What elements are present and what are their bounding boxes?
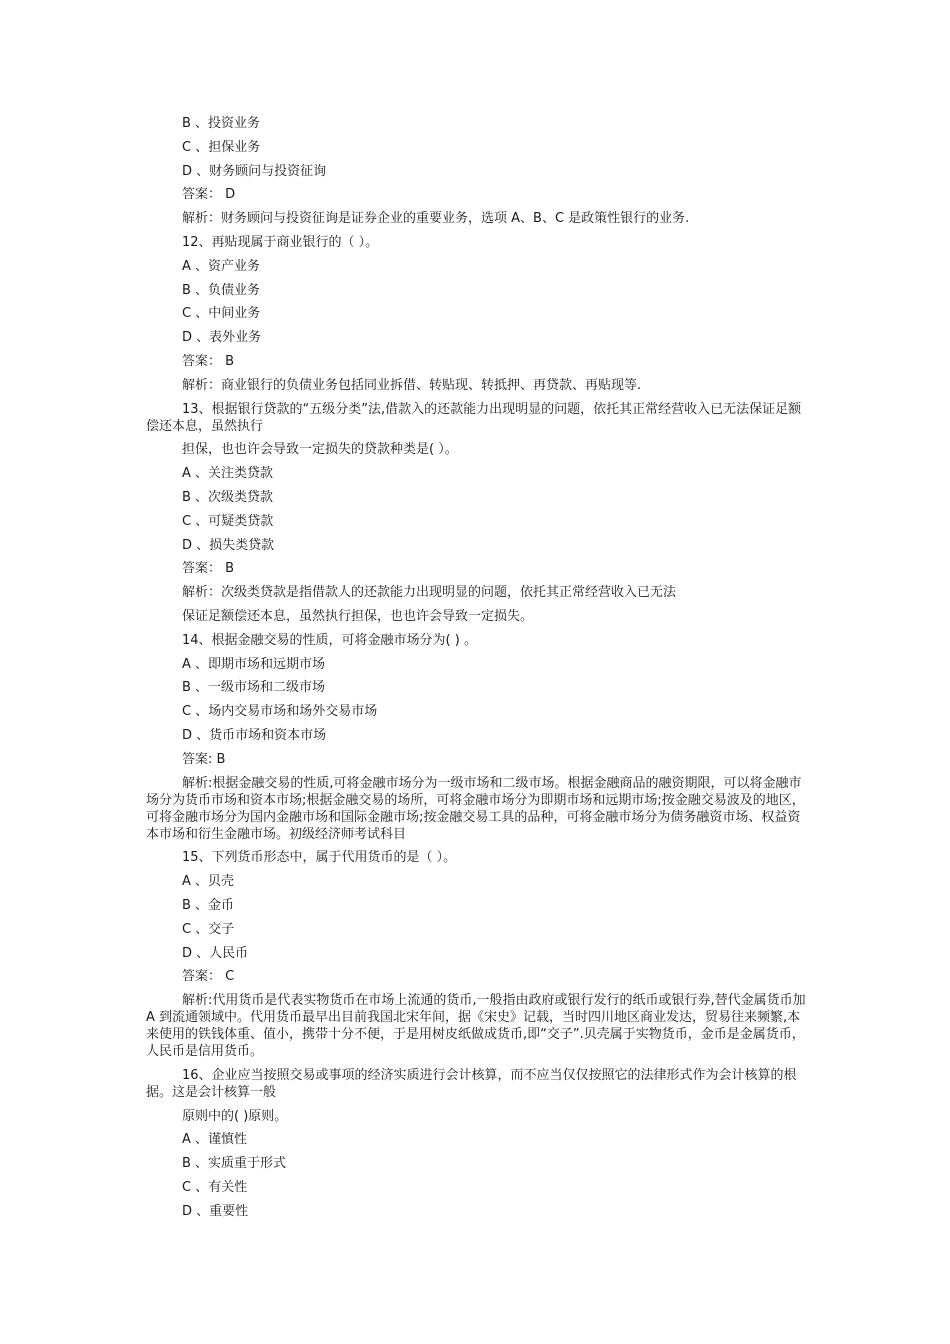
text-line: A 、即期市场和远期市场	[182, 656, 326, 672]
text-line: 答案： B	[182, 353, 235, 369]
text-line: C 、场内交易市场和场外交易市场	[182, 704, 378, 720]
text-line: B 、次级类贷款	[182, 489, 274, 505]
text-line: C 、可疑类贷款	[182, 513, 274, 529]
text-line: B 、负债业务	[182, 282, 261, 298]
text-line: D 、人民币	[182, 945, 249, 961]
text-line: 答案： C	[182, 969, 235, 985]
text-line: A 、关注类贷款	[182, 466, 274, 482]
paragraph: 13、根据银行贷款的“五级分类”法,借款入的还款能力出现明显的问题，依托其正常经营收入已无法保证足额偿还本息，虽然执行	[146, 401, 802, 434]
text-line: D 、货币市场和资本市场	[182, 727, 327, 743]
text-line: A 、谨慎性	[182, 1132, 248, 1148]
text-line: 原则中的( )原则。	[182, 1108, 288, 1124]
text-line: 15、下列货币形态中，属于代用货币的是（ ）。	[182, 850, 457, 866]
text-line: D 、财务顾问与投资征询	[182, 163, 327, 179]
text-line: D 、表外业务	[182, 330, 262, 346]
paragraph: 解析:代用货币是代表实物货币在市场上流通的货币,一般指由政府或银行发行的纸币或银行券,替代金属货币加 A 到流通领域中。代用货币最早出目前我国北宋年间，据《宋史》记载，当时四川地区商业发达，贸易往来频繁,本来使用的铁钱体重、值小，携带十分不便，于是用树皮纸做成货币,即“交子”.贝壳属于实物货币，金币是金属货币，人民币是信用货币。	[146, 993, 806, 1060]
text-line: A 、资产业务	[182, 258, 261, 274]
text-line: B 、实质重于形式	[182, 1156, 287, 1172]
text-line: 12、再贴现属于商业银行的（ ）。	[182, 234, 379, 250]
paragraph: 16、企业应当按照交易或事项的经济实质进行会计核算，而不应当仅仅按照它的法律形式作为会计核算的根据。这是会计核算一般	[146, 1067, 797, 1100]
text-line: 答案： B	[182, 561, 235, 577]
text-line: 解析：商业银行的负债业务包括同业拆借、转贴现、转抵押、再贷款、再贴现等.	[182, 377, 642, 393]
text-line: 保证足额偿还本息，虽然执行担保，也也许会导致一定损失。	[182, 608, 534, 624]
text-line: D 、损失类贷款	[182, 537, 275, 553]
paragraph: 解析:根据金融交易的性质,可将金融市场分为一级市场和二级市场。根据金融商品的融资期限，可以将金融市场分为货币市场和资本市场;根据金融交易的场所，可将金融市场分为即期市场和远期市场;按金融交易波及的地区，可将金融市场分为国内金融市场和国际金融市场;按金融交易工具的品种，可将金融市场分为债务融资市场、权益资本市场和衍生金融市场。初级经济师考试科目	[146, 775, 805, 842]
text-line: 担保，也也许会导致一定损失的贷款种类是( ）。	[182, 442, 458, 458]
text-line: C 、担保业务	[182, 139, 261, 155]
text-line: C 、交子	[182, 921, 235, 937]
text-line: 答案: B	[182, 751, 226, 767]
text-line: B 、投资业务	[182, 116, 261, 131]
text-line: A 、贝壳	[182, 874, 235, 890]
text-line: 解析：财务顾问与投资征询是证券企业的重要业务，选项 A、B、C 是政策性银行的业务.	[182, 211, 690, 227]
text-line: B 、一级市场和二级市场	[182, 680, 326, 696]
text-line: B 、金币	[182, 897, 235, 913]
text-line: 14、根据金融交易的性质，可将金融市场分为( ) 。	[182, 632, 477, 648]
text-line: C 、中间业务	[182, 306, 261, 322]
text-line: 解析：次级类贷款是指借款人的还款能力出现明显的问题，依托其正常经营收入已无法	[182, 585, 677, 601]
text-line: 答案： D	[182, 187, 236, 203]
text-line: C 、有关性	[182, 1180, 248, 1196]
text-line: D 、重要性	[182, 1203, 249, 1219]
